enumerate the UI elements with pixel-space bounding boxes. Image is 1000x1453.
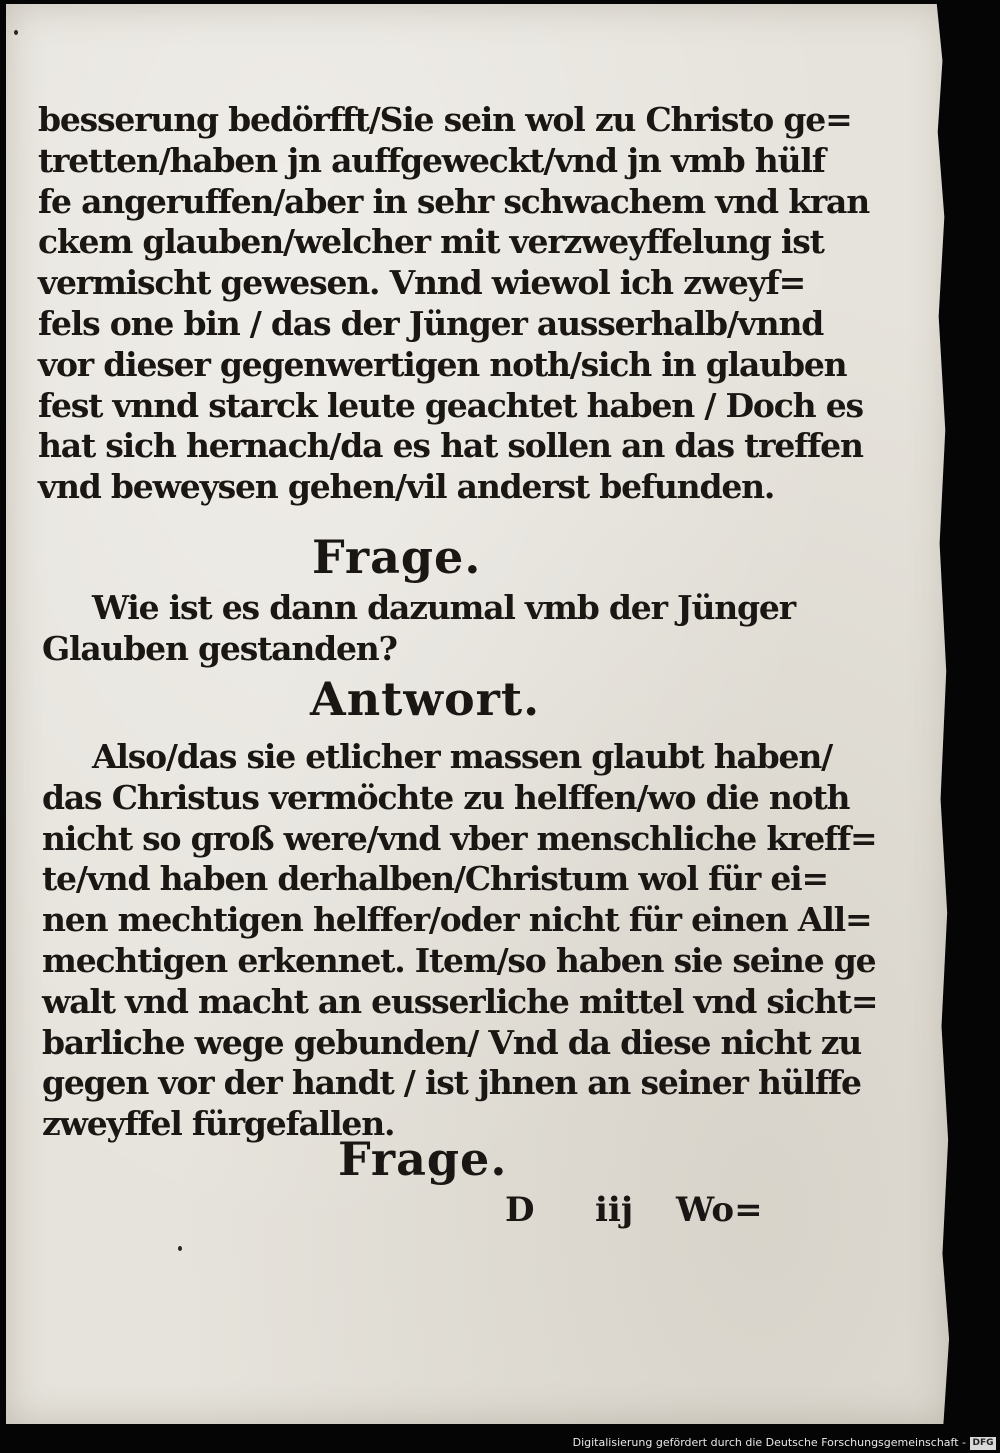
text-line: vnd beweysen gehen/vil anderst befunden. bbox=[38, 467, 775, 507]
text-line: Wie ist es dann dazumal vmb der Jünger bbox=[92, 588, 795, 627]
ink-speck bbox=[178, 1246, 182, 1251]
text-line: tretten/haben jn auffgeweckt/vnd jn vmb hülf bbox=[38, 140, 825, 180]
text-line: barliche wege gebunden/ Vnd da diese nicht zu bbox=[42, 1022, 862, 1062]
text-line: Glauben gestanden? bbox=[42, 628, 397, 668]
text-line: ckem glauben/welcher mit verzweyffelung ist bbox=[38, 222, 824, 262]
text-line: te/vnd haben derhalben/Christum wol für ei= bbox=[42, 859, 828, 899]
dfg-logo: DFG bbox=[970, 1437, 996, 1450]
text-line: hat sich hernach/da es hat sollen an das treffen bbox=[38, 426, 863, 466]
text-line: nen mechtigen helffer/oder nicht für einen All= bbox=[42, 900, 872, 940]
heading-frage: Frage. bbox=[312, 530, 482, 584]
ink-speck bbox=[14, 30, 18, 35]
signature-mark: D bbox=[505, 1190, 535, 1230]
funding-credit: Digitalisierung gefördert durch die Deutsche Forschungsgemeinschaft - bbox=[572, 1436, 966, 1449]
text-line: nicht so groß were/vnd vber menschliche kreff= bbox=[42, 818, 877, 858]
heading-frage-catch: Frage. bbox=[338, 1132, 508, 1186]
text-line: gegen vor der handt / ist jhnen an seiner hülffe bbox=[42, 1063, 861, 1103]
text-line: mechtigen erkennet. Item/so haben sie seine ge bbox=[42, 940, 876, 980]
text-line: walt vnd macht an eusserliche mittel vnd sicht= bbox=[42, 981, 878, 1021]
text-line: fest vnnd starck leute geachtet haben / Doch es bbox=[38, 385, 863, 425]
text-line: vermischt gewesen. Vnnd wiewol ich zweyf= bbox=[38, 263, 806, 303]
paragraph-1 bbox=[38, 100, 870, 508]
text-line: fe angeruffen/aber in sehr schwachem vnd kran bbox=[38, 181, 870, 221]
text-line: das Christus vermöchte zu helffen/wo die noth bbox=[42, 777, 850, 817]
folio-number: iij bbox=[595, 1190, 634, 1230]
text-line: vor dieser gegenwertigen noth/sich in glauben bbox=[38, 344, 847, 384]
catchword: Wo= bbox=[676, 1190, 763, 1230]
text-line: zweyffel fürgefallen. bbox=[42, 1104, 395, 1144]
paragraph-2 bbox=[42, 737, 878, 1145]
text-line: Also/das sie etlicher massen glaubt haben/ bbox=[92, 737, 832, 776]
text-line: fels one bin / das der Jünger ausserhalb/vnnd bbox=[38, 303, 824, 343]
text-line: besserung bedörfft/Sie sein wol zu Christo ge= bbox=[38, 100, 852, 139]
heading-antwort: Antwort. bbox=[310, 672, 541, 726]
question-text bbox=[42, 588, 822, 670]
